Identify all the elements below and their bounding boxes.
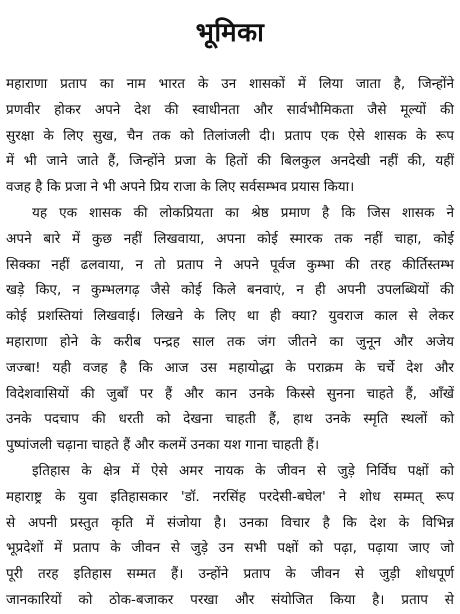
text-line: वजह है कि प्रजा ने भी अपने प्रिय राजा के लिए सर्वसम्भव प्रयास किया। [6, 179, 355, 196]
text-line: पूरी तरह इतिहास सम्मत हैं। उन्होंने प्रताप के जीवन से जुड़ी शोधपूर्ण [6, 566, 454, 583]
text-line: विदेशवासियों की जुबाँ पर हैं और कान उनके किस्से सुनना चाहते हैं, आँखें [6, 385, 454, 402]
text-line: महाराणा होने के करीब पन्द्रह साल तक जंग जीतने का जुनून और अजेय [6, 333, 454, 350]
text-line: जज्बा! यही वजह है कि आज उस महायोद्धा के पराक्रम के चर्चे देश और [6, 359, 454, 376]
text-line: कोई प्रशस्तियां लिखवाई। लिखने के लिए था ही क्या? युवराज काल से लेकर [6, 308, 454, 325]
text-line: भूप्रदेशों में प्रताप के जीवन से जुड़े उन सभी पक्षों को पढ़ा, पढ़ाया जाए जो [6, 540, 454, 557]
page-title: भूमिका [195, 18, 265, 48]
text-line: जानकारियों को ठोक-बजाकर परखा और संयोजित किया है। प्रताप से [6, 591, 454, 608]
text-line: इतिहास के क्षेत्र में ऐसे अमर नायक के जीवन से जुड़े निर्विघ पक्षों को [32, 462, 454, 479]
text-line: उनके पदचाप की धरती को देखना चाहती हैं, हाथ उनके स्मृति स्थलों को [6, 411, 454, 428]
text-line: सुरक्षा के लिए सुख, चैन तक को तिलांजली दी। प्रताप एक ऐसे शासक के रूप [6, 127, 454, 144]
text-line: प्रणवीर होकर अपने देश की स्वाधीनता और सार्वभौमिकता जैसे मूल्यों की [6, 101, 454, 118]
text-line: अपने बारे में कुछ नहीं लिखवाया, अपना कोई स्मारक तक नहीं चाहा, कोई [6, 230, 454, 247]
text-line: से अपनी प्रस्तुत कृति में संजोया है। उनका विचार है कि देश के विभिन्न [6, 514, 454, 531]
text-line: सिक्का नहीं ढलवाया, न तो प्रताप ने अपने पूर्वज कुम्भा की तरह कीर्तिस्तम्भ [6, 256, 454, 273]
body-text [6, 72, 454, 614]
text-line: यह एक शासक की लोकप्रियता का श्रेष्ठ प्रमाण है कि जिस शासक ने [32, 204, 454, 221]
paragraph-2 [6, 201, 454, 459]
paragraph-1 [6, 72, 454, 201]
paragraph-3 [6, 459, 454, 614]
text-line: महाराणा प्रताप का नाम भारत के उन शासकों में लिया जाता है, जिन्होंने [6, 76, 454, 92]
text-line: महाराष्ट्र के युवा इतिहासकार 'डॉ. नरसिंह परदेसी-बघेल' ने शोध सम्मत् रूप [6, 488, 454, 505]
text-line: खड़े किए, न कुम्भलगढ़ जैसे कोई किले बनवाएं, न ही अपनी उपलब्धियों की [6, 282, 454, 299]
text-line: में भी जाने जाते हैं, जिन्होंने प्रजा के हितों की बिलकुल अनदेखी नहीं की, यहीं [6, 153, 454, 170]
text-line: पुष्पांजली चढ़ाना चाहते हैं और कलमें उनका यश गाना चाहती हैं। [6, 437, 320, 454]
